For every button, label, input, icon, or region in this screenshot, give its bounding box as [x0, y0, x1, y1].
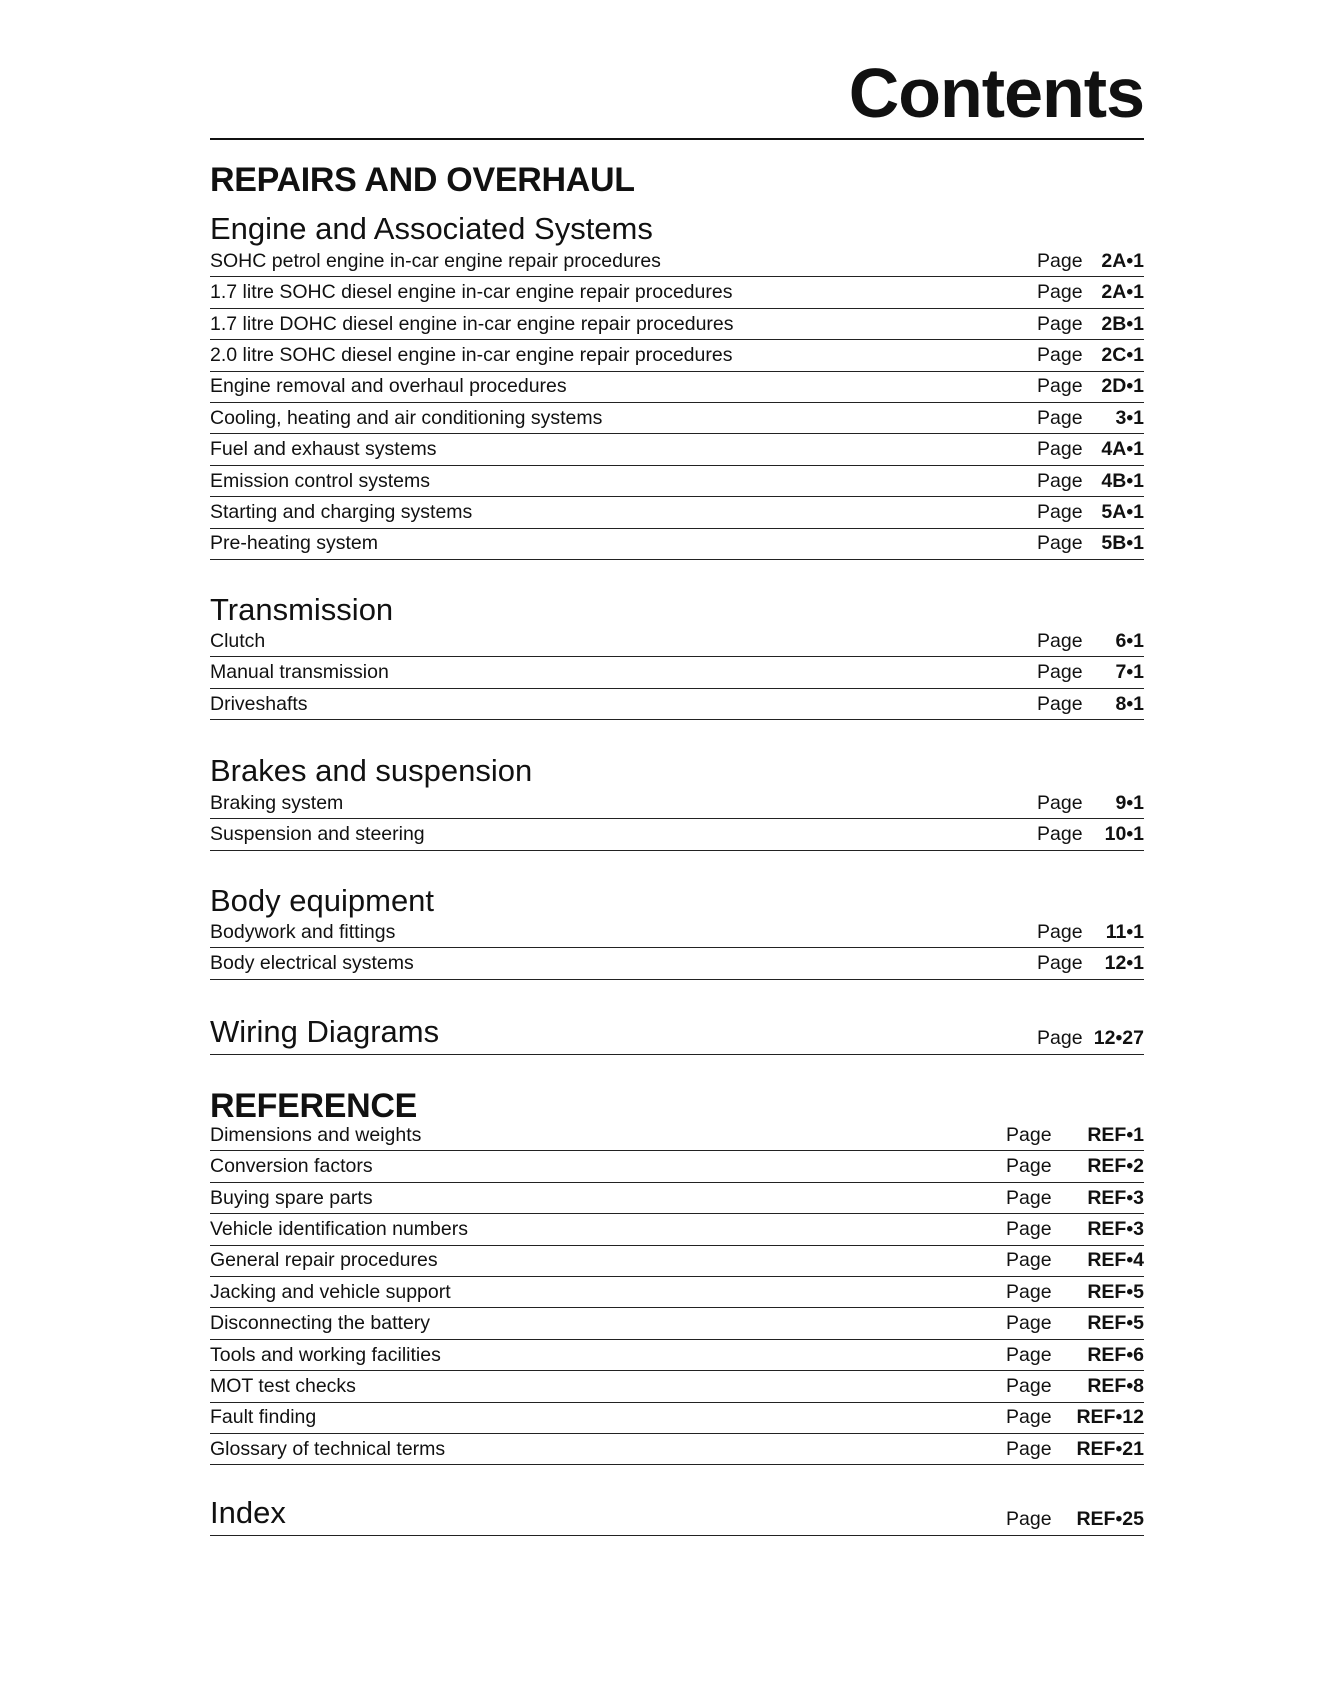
- toc-list-engine: [210, 246, 1144, 560]
- toc-row[interactable]: [210, 657, 1144, 688]
- section-heading-repairs: REPAIRS AND OVERHAUL: [210, 161, 635, 199]
- page-number: REF•21: [1076, 1437, 1144, 1460]
- page-word: Page: [1037, 406, 1083, 429]
- wiring-diagrams-label: Wiring Diagrams: [210, 1014, 440, 1049]
- page-number: 9•1: [1115, 791, 1144, 814]
- page-number: 12•27: [1093, 1026, 1144, 1049]
- group-heading-transmission: Transmission: [210, 592, 394, 627]
- page-word: Page: [1037, 629, 1083, 652]
- page-number: REF•5: [1087, 1312, 1144, 1335]
- toc-row[interactable]: [210, 466, 1144, 497]
- toc-label: Clutch: [210, 629, 266, 652]
- toc-label: Emission control systems: [210, 469, 430, 492]
- toc-row[interactable]: [210, 948, 1144, 979]
- toc-row[interactable]: [210, 788, 1144, 819]
- toc-label: Driveshafts: [210, 692, 308, 715]
- toc-row-wiring-diagrams[interactable]: [210, 1006, 1144, 1055]
- page-number: REF•4: [1087, 1249, 1144, 1272]
- page-word: Page: [1037, 920, 1083, 943]
- page-number: 5A•1: [1101, 501, 1144, 524]
- toc-label: Starting and charging systems: [210, 501, 473, 524]
- toc-row[interactable]: [210, 246, 1144, 277]
- page-word: Page: [1037, 791, 1083, 814]
- page-word: Page: [1037, 249, 1083, 272]
- page-number: 2C•1: [1101, 344, 1144, 367]
- toc-row[interactable]: [210, 434, 1144, 465]
- page-word: Page: [1037, 375, 1083, 398]
- index-label: Index: [210, 1495, 286, 1530]
- page-number: 2B•1: [1101, 312, 1144, 335]
- page-word: Page: [1006, 1406, 1052, 1429]
- page-title: Contents: [848, 54, 1144, 132]
- toc-label: Vehicle identification numbers: [210, 1218, 468, 1241]
- toc-row[interactable]: [210, 372, 1144, 403]
- toc-row[interactable]: [210, 309, 1144, 340]
- page-word: Page: [1006, 1249, 1052, 1272]
- page-number: 11•1: [1105, 920, 1144, 943]
- page-word: Page: [1006, 1155, 1052, 1178]
- group-heading-brakes: Brakes and suspension: [210, 753, 533, 788]
- page-word: Page: [1037, 469, 1083, 492]
- page-number: 4B•1: [1101, 469, 1144, 492]
- toc-row[interactable]: [210, 340, 1144, 371]
- toc-label: Suspension and steering: [210, 823, 425, 846]
- toc-row[interactable]: [210, 403, 1144, 434]
- toc-label: Conversion factors: [210, 1155, 373, 1178]
- toc-row[interactable]: [210, 1120, 1144, 1151]
- page-number: 12•1: [1104, 952, 1144, 975]
- page-word: Page: [1037, 532, 1083, 555]
- toc-label: Engine removal and overhaul procedures: [210, 375, 567, 398]
- toc-row[interactable]: [210, 1277, 1144, 1308]
- toc-list-reference: [210, 1120, 1144, 1465]
- toc-row[interactable]: [210, 1308, 1144, 1339]
- toc-row[interactable]: [210, 529, 1144, 560]
- toc-row[interactable]: [210, 1183, 1144, 1214]
- toc-label: Jacking and vehicle support: [210, 1280, 451, 1303]
- toc-label: Cooling, heating and air conditioning systems: [210, 406, 603, 429]
- page-word: Page: [1006, 1343, 1052, 1366]
- toc-row[interactable]: [210, 497, 1144, 528]
- page-number: REF•3: [1087, 1186, 1144, 1209]
- page-word: Page: [1006, 1437, 1052, 1460]
- page-word: Page: [1037, 1026, 1083, 1049]
- toc-row[interactable]: [210, 819, 1144, 850]
- toc-row[interactable]: [210, 1340, 1144, 1371]
- toc-label: SOHC petrol engine in-car engine repair procedures: [210, 249, 661, 272]
- page-number: 2A•1: [1101, 281, 1144, 304]
- page-word: Page: [1006, 1375, 1052, 1398]
- page-word: Page: [1037, 312, 1083, 335]
- toc-label: Braking system: [210, 791, 344, 814]
- page-number: 2D•1: [1101, 375, 1144, 398]
- page-word: Page: [1006, 1312, 1052, 1335]
- page-number: REF•1: [1087, 1123, 1144, 1146]
- toc-label: Dimensions and weights: [210, 1123, 422, 1146]
- toc-row[interactable]: [210, 626, 1144, 657]
- toc-list-transmission: [210, 626, 1144, 720]
- toc-label: Disconnecting the battery: [210, 1312, 431, 1335]
- toc-label: Glossary of technical terms: [210, 1437, 446, 1460]
- page-word: Page: [1037, 344, 1083, 367]
- toc-row[interactable]: [210, 917, 1144, 948]
- page-word: Page: [1006, 1186, 1052, 1209]
- page-word: Page: [1006, 1507, 1052, 1530]
- page-number: 5B•1: [1101, 532, 1144, 555]
- page-number: 6•1: [1115, 629, 1144, 652]
- page-word: Page: [1037, 952, 1083, 975]
- toc-label: Fuel and exhaust systems: [210, 438, 437, 461]
- page-number: 7•1: [1115, 661, 1144, 684]
- toc-label: 1.7 litre DOHC diesel engine in-car engine repair procedures: [210, 312, 734, 335]
- toc-row[interactable]: [210, 1246, 1144, 1277]
- page-number: REF•3: [1087, 1218, 1144, 1241]
- page-word: Page: [1037, 692, 1083, 715]
- page-number: 10•1: [1104, 823, 1144, 846]
- page-number: 2A•1: [1101, 249, 1144, 272]
- page-number: REF•5: [1087, 1280, 1144, 1303]
- toc-label: MOT test checks: [210, 1375, 356, 1398]
- page-word: Page: [1006, 1123, 1052, 1146]
- page-word: Page: [1037, 823, 1083, 846]
- toc-row[interactable]: [210, 1371, 1144, 1402]
- toc-row[interactable]: [210, 277, 1144, 308]
- toc-list-body: [210, 917, 1144, 980]
- section-heading-reference: REFERENCE: [210, 1087, 417, 1125]
- toc-row[interactable]: [210, 1434, 1144, 1465]
- page-number: 4A•1: [1101, 438, 1144, 461]
- toc-label: Pre-heating system: [210, 532, 378, 555]
- title-rule: [210, 138, 1144, 140]
- toc-label: Bodywork and fittings: [210, 920, 396, 943]
- page-number: 3•1: [1115, 406, 1144, 429]
- page-number: REF•25: [1076, 1507, 1144, 1530]
- toc-row[interactable]: [210, 1403, 1144, 1434]
- toc-label: Tools and working facilities: [210, 1343, 441, 1366]
- toc-label: 2.0 litre SOHC diesel engine in-car engine repair procedures: [210, 344, 733, 367]
- toc-label: General repair procedures: [210, 1249, 438, 1272]
- page-word: Page: [1037, 281, 1083, 304]
- toc-label: 1.7 litre SOHC diesel engine in-car engine repair procedures: [210, 281, 733, 304]
- page-number: REF•8: [1087, 1375, 1144, 1398]
- toc-label: Fault finding: [210, 1406, 317, 1429]
- page-number: REF•2: [1087, 1155, 1144, 1178]
- group-heading-engine: Engine and Associated Systems: [210, 211, 653, 246]
- page-word: Page: [1037, 661, 1083, 684]
- toc-label: Manual transmission: [210, 661, 389, 684]
- page-word: Page: [1037, 501, 1083, 524]
- toc-row[interactable]: [210, 1151, 1144, 1182]
- toc-row-index[interactable]: [210, 1486, 1144, 1536]
- toc-list-brakes: [210, 788, 1144, 851]
- page-word: Page: [1006, 1218, 1052, 1241]
- page-word: Page: [1006, 1280, 1052, 1303]
- toc-label: Buying spare parts: [210, 1186, 373, 1209]
- toc-label: Body electrical systems: [210, 952, 414, 975]
- group-heading-body: Body equipment: [210, 883, 435, 918]
- page-number: REF•6: [1087, 1343, 1144, 1366]
- page-number: 8•1: [1115, 692, 1144, 715]
- page-word: Page: [1037, 438, 1083, 461]
- toc-row[interactable]: [210, 689, 1144, 720]
- page-number: REF•12: [1076, 1406, 1144, 1429]
- toc-row[interactable]: [210, 1214, 1144, 1245]
